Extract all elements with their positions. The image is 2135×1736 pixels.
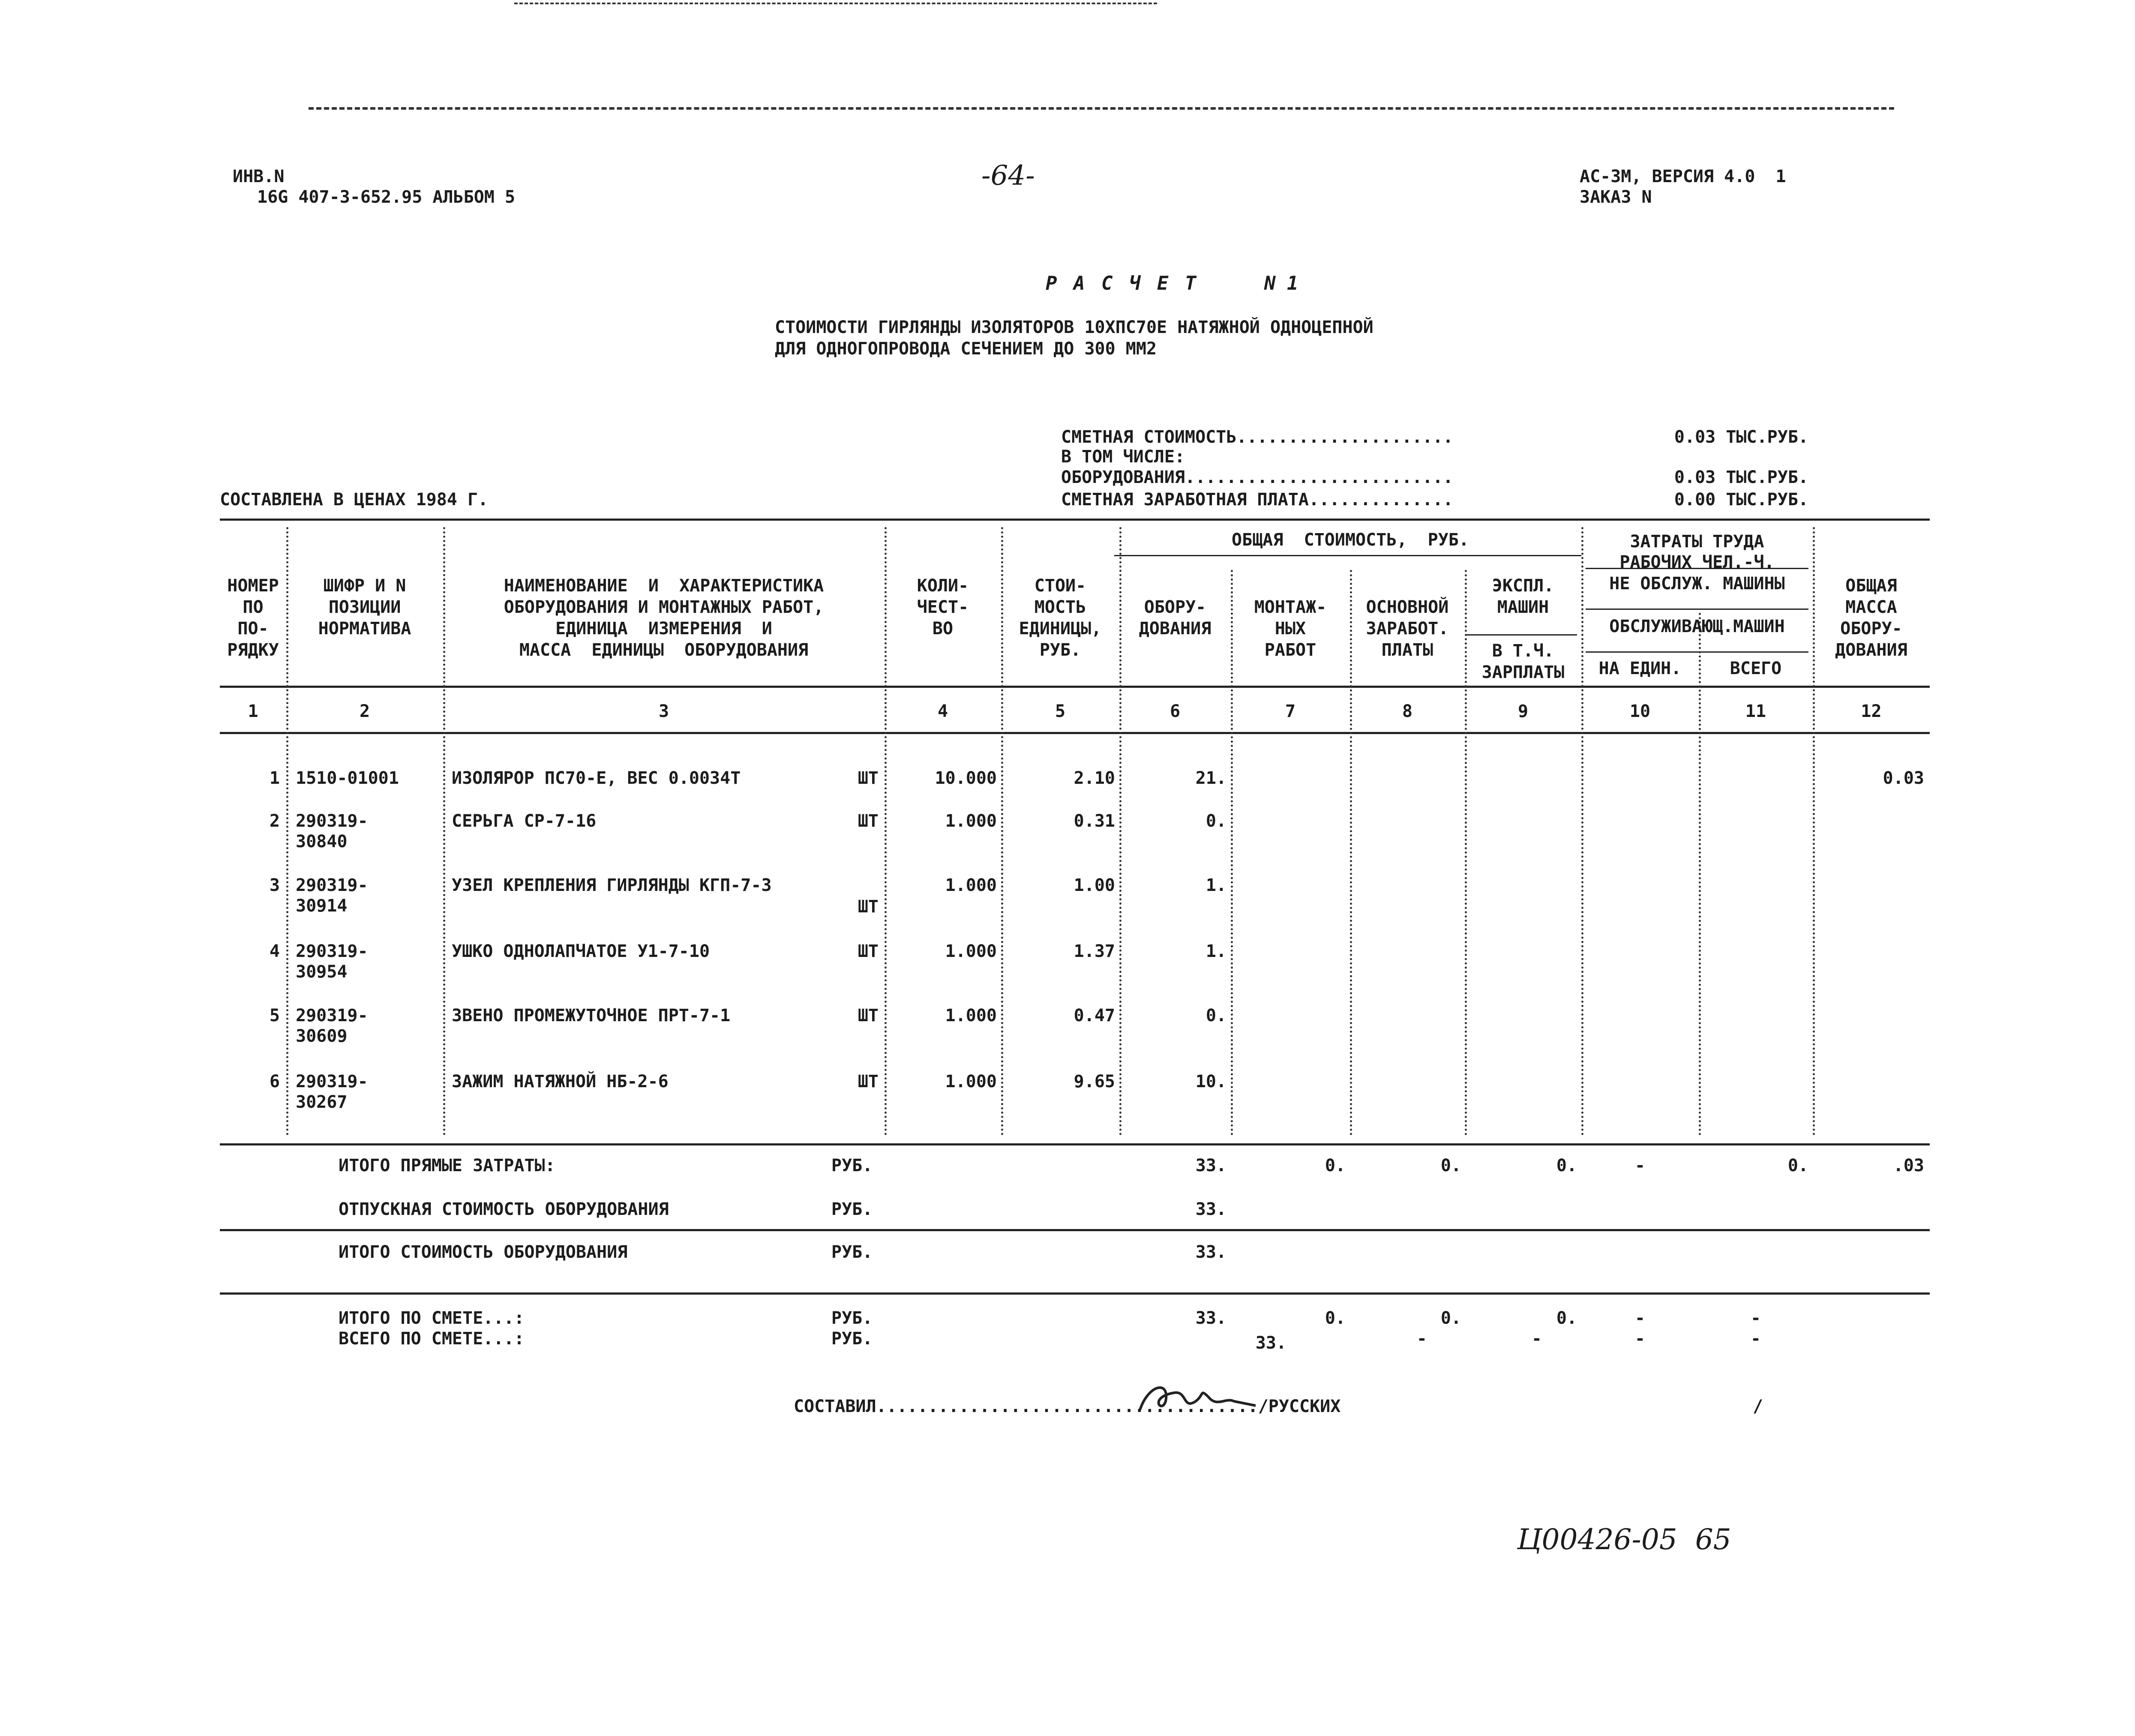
column-number-6: 6 — [1169, 702, 1181, 721]
row-unit: ШТ — [858, 941, 879, 961]
col-header-installation: МОНТАЖ- НЫХ РАБОТ — [1254, 597, 1327, 660]
row-code-2: 30914 — [296, 896, 348, 916]
column-number-9: 9 — [1517, 702, 1529, 721]
column-number-1: 1 — [248, 702, 258, 721]
document-heading: Р А С Ч Е Т — [1046, 273, 1199, 294]
row-code-2: 30840 — [296, 832, 348, 852]
row-quantity: 1.000 — [945, 1072, 997, 1091]
row-code-2: 30267 — [296, 1092, 348, 1112]
row-name: ИЗОЛЯРОР ПС70-Е, ВЕС 0.0034Т — [452, 768, 741, 788]
labor-serving-header: ОБСЛУЖИВАЮЩ.МАШИН — [1609, 617, 1785, 636]
column-number-12: 12 — [1861, 702, 1882, 721]
row-number: 4 — [269, 941, 280, 961]
column-number-7: 7 — [1285, 702, 1296, 721]
estimate-total-labor-total: - — [1750, 1308, 1761, 1328]
row-code: 1510-01001 — [296, 768, 399, 788]
summary-estimated-cost-label: СМЕТНАЯ СТОИМОСТЬ..................... — [1061, 427, 1454, 447]
row-unit-cost: 0.31 — [1073, 811, 1115, 831]
col-header-equipment: ОБОРУ- ДОВАНИЯ — [1139, 597, 1211, 639]
estimate-total-machines: 0. — [1556, 1308, 1577, 1328]
summary-equipment-label: ОБОРУДОВАНИЯ.......................... — [1061, 468, 1454, 487]
row-quantity: 10.000 — [935, 768, 997, 788]
col-header-unit-cost: СТОИ- МОСТЬ ЕДИНИЦЫ, РУБ. — [1019, 576, 1102, 660]
grand-total-labor-total: - — [1750, 1329, 1761, 1349]
total-direct-mass: .03 — [1893, 1156, 1924, 1175]
row-name: ЗАЖИМ НАТЯЖНОЙ НБ-2-6 — [452, 1072, 669, 1091]
totals-rule-2 — [220, 1292, 1930, 1295]
column-number-2: 2 — [359, 702, 370, 721]
row-equipment-cost: 21. — [1195, 768, 1226, 788]
row-code-2: 30954 — [296, 962, 348, 982]
table-top-rule — [220, 519, 1930, 521]
summary-wages-label: СМЕТНАЯ ЗАРАБОТНАЯ ПЛАТА.............. — [1061, 490, 1454, 510]
row-number: 3 — [269, 875, 280, 895]
total-direct-labor-unit: - — [1634, 1156, 1646, 1175]
labor-not-serving-header: НЕ ОБСЛУЖ. МАШИНЫ — [1609, 574, 1785, 594]
row-equipment-cost: 0. — [1205, 811, 1226, 831]
equipment-total-value: 33. — [1195, 1242, 1226, 1262]
col-header-mass: ОБЩАЯ МАССА ОБОРУ- ДОВАНИЯ — [1835, 576, 1907, 660]
estimate-total-labor-unit: - — [1634, 1308, 1646, 1328]
summary-wages-value: 0.00 ТЫС.РУБ. — [1674, 490, 1808, 510]
row-name: УЗЕЛ КРЕПЛЕНИЯ ГИРЛЯНДЫ КГП-7-3 — [452, 875, 772, 895]
labor-group-header: ЗАТРАТЫ ТРУДА РАБОЧИХ ЧЕЛ.-Ч. — [1619, 532, 1775, 572]
row-quantity: 1.000 — [945, 1006, 997, 1025]
col-header-machines: ЭКСПЛ. МАШИН — [1492, 576, 1554, 617]
prices-note: СОСТАВЛЕНА В ЦЕНАХ 1984 Г. — [220, 490, 489, 510]
scan-edge-line — [514, 3, 1157, 4]
total-direct-labor-total: 0. — [1787, 1156, 1808, 1175]
col-header-machines-wages: В Т.Ч. ЗАРПЛАТЫ — [1481, 641, 1565, 682]
row-code: 290319- — [296, 1072, 368, 1091]
row-name: ЗВЕНО ПРОМЕЖУТОЧНОЕ ПРТ-7-1 — [452, 1006, 731, 1025]
summary-estimated-cost-value: 0.03 ТЫС.РУБ. — [1674, 427, 1808, 447]
row-unit-cost: 1.00 — [1073, 875, 1115, 895]
grand-total-value: 33. — [1255, 1333, 1286, 1353]
title-line-2: ДЛЯ ОДНОГОПРОВОДА СЕЧЕНИЕМ ДО 300 ММ2 — [775, 339, 1157, 359]
column-number-8: 8 — [1402, 702, 1413, 721]
row-code: 290319- — [296, 875, 368, 895]
document-reference: 16G 407-3-652.95 АЛЬБОМ 5 — [257, 187, 516, 207]
row-equipment-cost: 0. — [1205, 1006, 1226, 1025]
estimate-total-installation: 0. — [1325, 1308, 1346, 1328]
row-code: 290319- — [296, 941, 368, 961]
release-cost-label: ОТПУСКНАЯ СТОИМОСТЬ ОБОРУДОВАНИЯ — [339, 1199, 669, 1219]
row-number: 6 — [269, 1072, 280, 1091]
total-direct-wages: 0. — [1440, 1156, 1461, 1175]
row-unit: ШТ — [858, 811, 879, 831]
cost-group-header: ОБЩАЯ СТОИМОСТЬ, РУБ. — [1232, 530, 1469, 550]
row-equipment-cost: 1. — [1205, 941, 1226, 961]
archive-stamp: Ц00426-05 65 — [1517, 1523, 1731, 1556]
row-code-2: 30609 — [296, 1026, 348, 1046]
row-code: 290319- — [296, 1006, 368, 1025]
labor-sub-rule-1 — [1586, 609, 1808, 610]
total-direct-installation: 0. — [1325, 1156, 1346, 1175]
summary-equipment-value: 0.03 ТЫС.РУБ. — [1674, 468, 1808, 487]
compiled-by: СОСТАВИЛ...................................../РУССКИХ — [794, 1397, 1341, 1416]
row-unit: ШТ — [858, 897, 879, 917]
equipment-total-unit: РУБ. — [831, 1242, 873, 1262]
row-name: УШКО ОДНОЛАПЧАТОЕ У1-7-10 — [452, 941, 710, 961]
program-version: АС-3М, ВЕРСИЯ 4.0 1 — [1580, 167, 1786, 186]
document-number: N 1 — [1264, 273, 1298, 294]
row-number: 2 — [269, 811, 280, 831]
row-number: 5 — [269, 1006, 280, 1025]
row-name: СЕРЬГА СР-7-16 — [452, 811, 597, 831]
row-unit-cost: 1.37 — [1073, 941, 1115, 961]
header-bottom-rule — [220, 686, 1930, 688]
grand-total-labor-unit: - — [1634, 1329, 1646, 1349]
labor-sub-rule-2 — [1586, 651, 1808, 653]
row-unit-cost: 0.47 — [1073, 1006, 1115, 1025]
row-equipment-cost: 10. — [1195, 1072, 1226, 1091]
col-header-wages: ОСНОВНОЙ ЗАРАБОТ. ПЛАТЫ — [1366, 597, 1449, 660]
inventory-label: ИНВ.N — [233, 167, 285, 186]
order-number: ЗАКАЗ N — [1580, 187, 1652, 207]
col-header-number: НОМЕР ПО ПО- РЯДКУ — [227, 576, 279, 660]
row-unit-cost: 2.10 — [1073, 768, 1115, 788]
row-quantity: 1.000 — [945, 941, 997, 961]
estimate-total-label: ИТОГО ПО СМЕТЕ...: — [339, 1308, 525, 1328]
divider-10 — [1699, 613, 1701, 1136]
total-direct-unit: РУБ. — [831, 1156, 873, 1175]
grand-total-unit: РУБ. — [831, 1329, 873, 1349]
row-unit: ШТ — [858, 1006, 879, 1025]
row-mass: 0.03 — [1883, 768, 1924, 788]
row-quantity: 1.000 — [945, 811, 997, 831]
row-unit: ШТ — [858, 1072, 879, 1091]
column-number-10: 10 — [1629, 702, 1651, 721]
release-cost-equipment: 33. — [1195, 1199, 1226, 1219]
signature-icon — [1131, 1371, 1260, 1423]
row-number: 1 — [269, 768, 280, 788]
col-header-code: ШИФР И N ПОЗИЦИИ НОРМАТИВА — [318, 576, 411, 639]
grand-total-wages: - — [1416, 1329, 1427, 1349]
column-number-5: 5 — [1055, 702, 1066, 721]
page-mark: -64- — [981, 160, 1035, 192]
machines-sub-rule — [1466, 634, 1577, 636]
grand-total-label: ВСЕГО ПО СМЕТЕ...: — [339, 1329, 525, 1349]
estimate-total-unit: РУБ. — [831, 1308, 873, 1328]
footer-slash: / — [1753, 1397, 1763, 1416]
col-header-quantity: КОЛИ- ЧЕСТ- ВО — [917, 576, 969, 639]
col-header-total: ВСЕГО — [1730, 659, 1782, 678]
release-cost-unit: РУБ. — [831, 1199, 873, 1219]
total-direct-equipment: 33. — [1195, 1156, 1226, 1175]
col-header-per-unit: НА ЕДИН. — [1598, 659, 1682, 678]
row-unit-cost: 9.65 — [1073, 1072, 1115, 1091]
totals-rule — [220, 1229, 1930, 1231]
summary-including-label: В ТОМ ЧИСЛЕ: — [1061, 447, 1185, 467]
column-number-11: 11 — [1745, 702, 1766, 721]
row-quantity: 1.000 — [945, 875, 997, 895]
equipment-total-label: ИТОГО СТОИМОСТЬ ОБОРУДОВАНИЯ — [339, 1242, 628, 1262]
title-line-1: СТОИМОСТИ ГИРЛЯНДЫ ИЗОЛЯТОРОВ 10ХПС70Е НАТЯЖНОЙ ОДНОЦЕПНОЙ — [775, 318, 1373, 337]
row-equipment-cost: 1. — [1205, 875, 1226, 895]
numbers-bottom-rule — [220, 732, 1930, 734]
grand-total-machines: - — [1531, 1329, 1542, 1349]
perforation-line — [309, 107, 1894, 110]
total-direct-label: ИТОГО ПРЯМЫЕ ЗАТРАТЫ: — [339, 1156, 555, 1175]
column-number-4: 4 — [937, 702, 948, 721]
col-header-name: НАИМЕНОВАНИЕ И ХАРАКТЕРИСТИКА ОБОРУДОВАНИЯ И МОНТАЖНЫХ РАБОТ, ЕДИНИЦА ИЗМЕРЕНИЯ И МАССА ЕДИНИЦЫ ОБОРУДОВАНИЯ — [504, 576, 824, 660]
estimate-total-wages: 0. — [1440, 1308, 1461, 1328]
column-number-3: 3 — [658, 702, 669, 721]
row-unit: ШТ — [858, 768, 879, 788]
cost-group-rule — [1114, 555, 1581, 556]
estimate-total-equipment: 33. — [1195, 1308, 1226, 1328]
row-code: 290319- — [296, 811, 368, 831]
total-direct-machines: 0. — [1556, 1156, 1577, 1175]
body-bottom-rule — [220, 1143, 1930, 1145]
